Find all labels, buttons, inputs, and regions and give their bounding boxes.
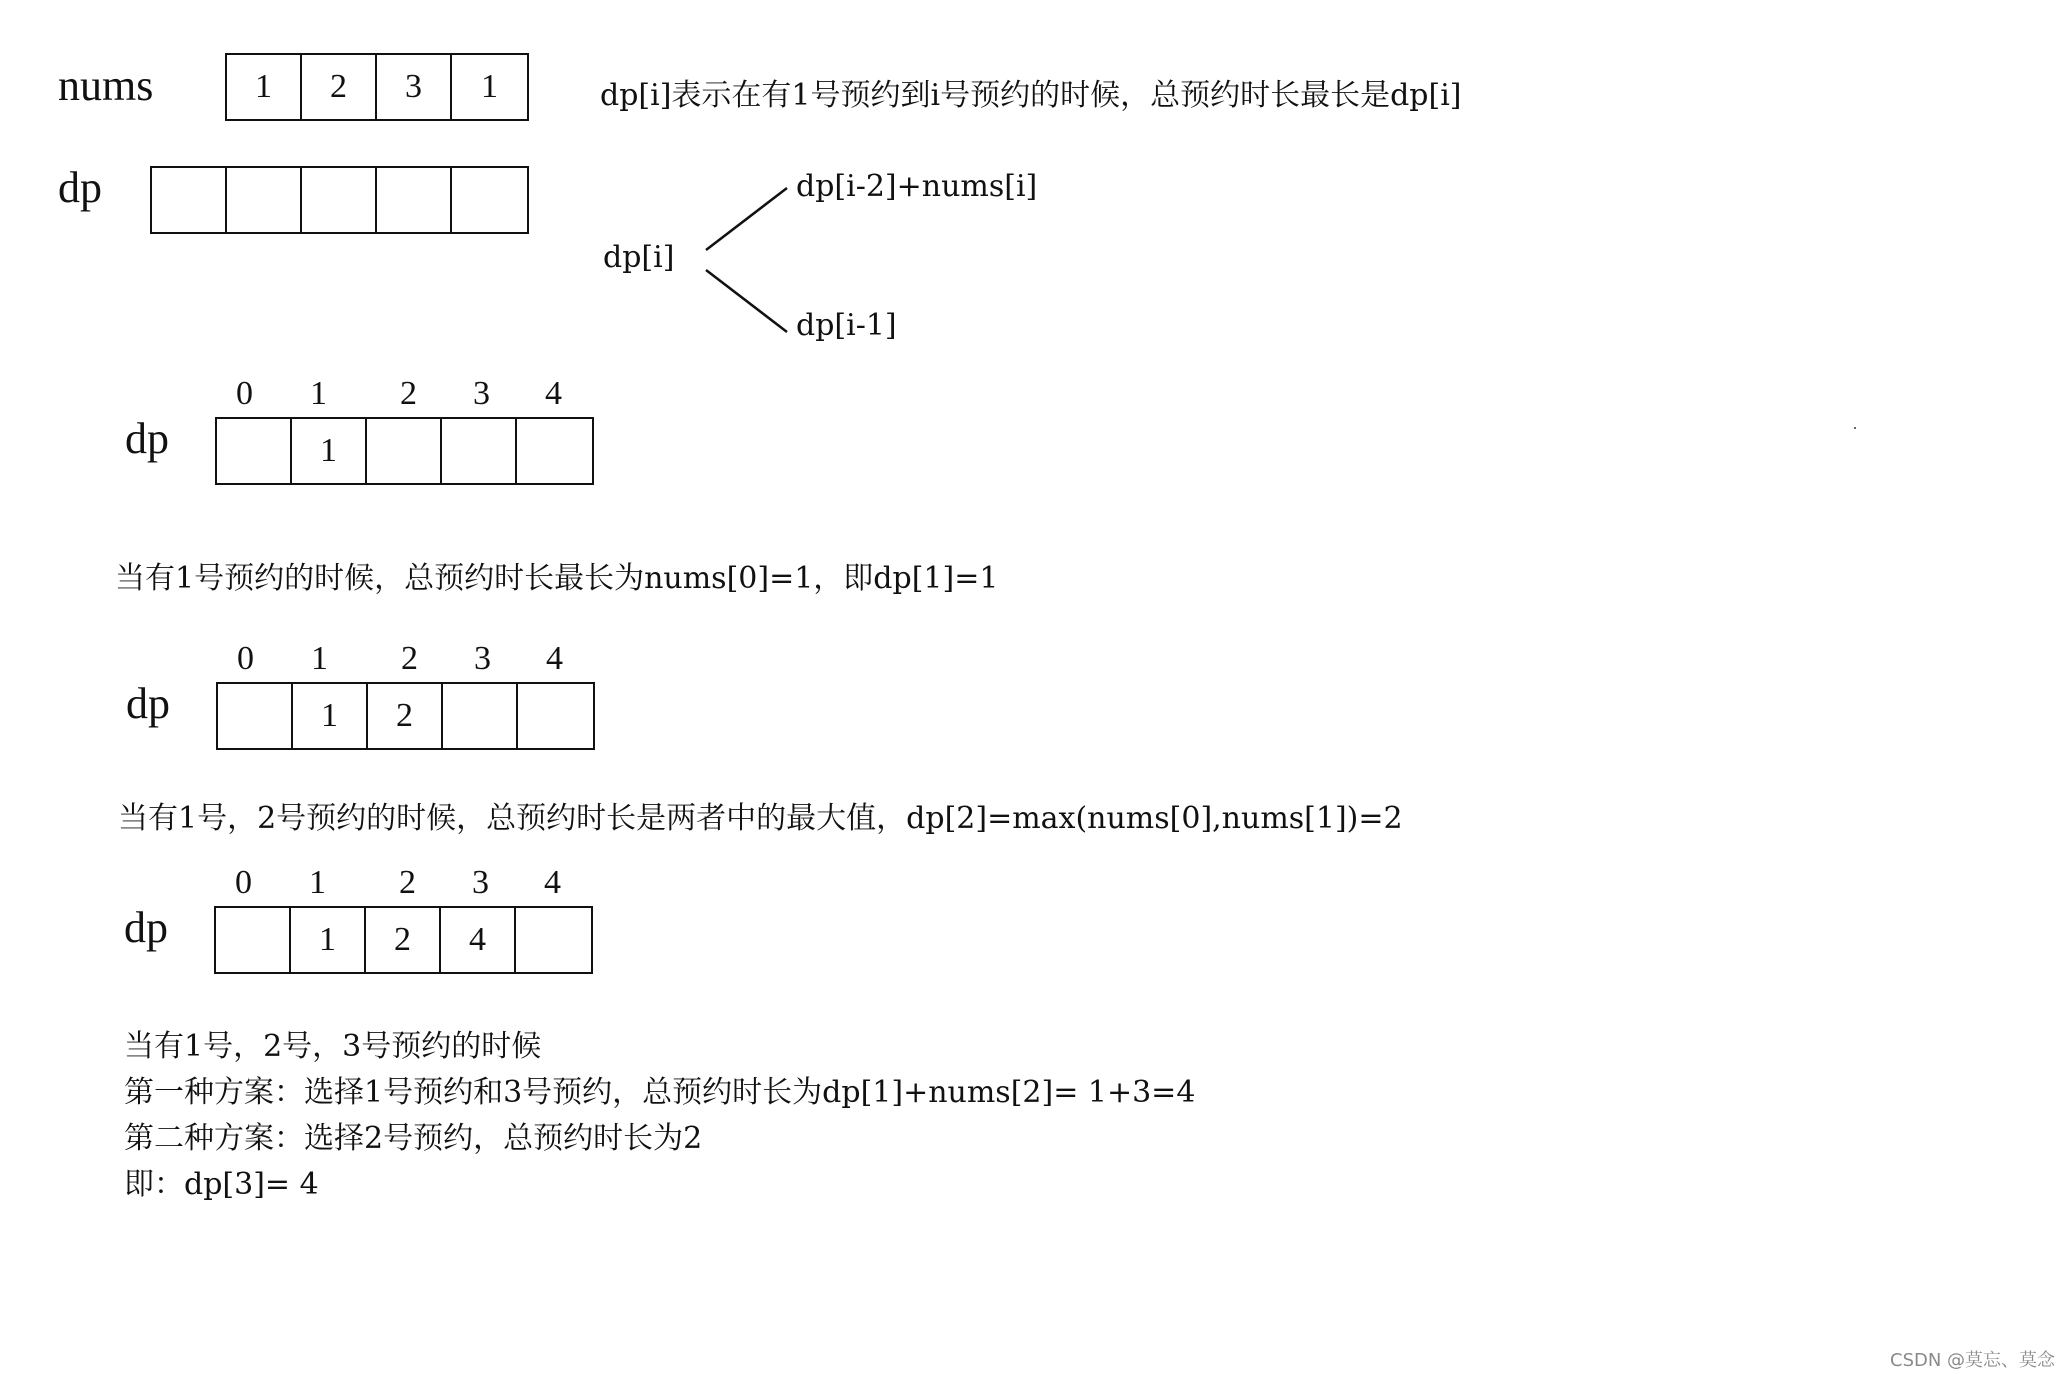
dp-label: dp <box>124 903 168 952</box>
tree-upper: dp[i-2]+nums[i] <box>796 169 1038 204</box>
index-label: 3 <box>472 864 489 901</box>
step3-explanation <box>124 1024 1195 1208</box>
step2-explanation <box>118 796 1403 842</box>
nums-label: nums <box>58 61 154 110</box>
dp-array-step1 <box>215 417 594 485</box>
index-label: 4 <box>545 375 562 412</box>
dp-cell: 4 <box>441 908 516 972</box>
dp-cell: 1 <box>292 419 367 483</box>
index-label: 0 <box>235 864 252 901</box>
explanation-line: 当有1号，2号预约的时候，总预约时长是两者中的最大值，dp[2]=max(nums[0],nums[1])=2 <box>118 801 1403 836</box>
nums-cell: 1 <box>227 55 302 119</box>
dp-cell <box>516 908 591 972</box>
index-label: 4 <box>546 640 563 677</box>
dp-label: dp <box>125 414 169 463</box>
index-label: 1 <box>310 375 327 412</box>
dp-cell: 2 <box>366 908 441 972</box>
explanation-line: 第二种方案：选择2号预约，总预约时长为2 <box>124 1121 703 1156</box>
explanation-line: 第一种方案：选择1号预约和3号预约，总预约时长为dp[1]+nums[2]= 1+3=4 <box>124 1075 1196 1110</box>
dp-cell <box>518 684 593 748</box>
dp-label: dp <box>58 163 102 212</box>
dp-label: dp <box>126 679 170 728</box>
dp-cell <box>367 419 442 483</box>
dp-cell <box>443 684 518 748</box>
dp-cell: 1 <box>293 684 368 748</box>
explanation-line: 当有1号，2号，3号预约的时候 <box>124 1029 542 1064</box>
nums-cell: 1 <box>481 68 498 105</box>
index-label: 2 <box>400 375 417 412</box>
explanation-line: 即：dp[3]= 4 <box>124 1167 319 1202</box>
index-label: 1 <box>311 640 328 677</box>
index-label: 0 <box>237 640 254 677</box>
index-label: 2 <box>399 864 416 901</box>
index-label: 3 <box>473 375 490 412</box>
index-label: 2 <box>401 640 418 677</box>
dp-cell: 2 <box>368 684 443 748</box>
index-label: 3 <box>474 640 491 677</box>
index-label: 4 <box>544 864 561 901</box>
dp-array-step2 <box>216 682 595 750</box>
tree-lower: dp[i-1] <box>796 308 897 343</box>
dp-cell <box>517 419 592 483</box>
dp-array-step3 <box>214 906 593 974</box>
dp-cell: 1 <box>291 908 366 972</box>
watermark: CSDN @莫忘、莫念 <box>1890 1350 2056 1371</box>
nums-cell: 2 <box>302 55 377 119</box>
nums-cell: 3 <box>377 55 452 119</box>
dp-cell <box>216 908 291 972</box>
stray-dot <box>1854 427 1856 429</box>
dp-cell <box>442 419 517 483</box>
branch-upper-line <box>706 188 787 250</box>
explanation-line: 当有1号预约的时候，总预约时长最长为nums[0]=1，即dp[1]=1 <box>115 561 999 596</box>
step1-explanation <box>115 556 998 602</box>
index-label: 0 <box>236 375 253 412</box>
dp-definition: dp[i]表示在有1号预约到i号预约的时候，总预约时长最长是dp[i] <box>600 78 1462 113</box>
dp-cell <box>217 419 292 483</box>
dp-cell <box>218 684 293 748</box>
index-label: 1 <box>309 864 326 901</box>
tree-root: dp[i] <box>603 240 675 275</box>
branch-lower-line <box>706 270 787 332</box>
